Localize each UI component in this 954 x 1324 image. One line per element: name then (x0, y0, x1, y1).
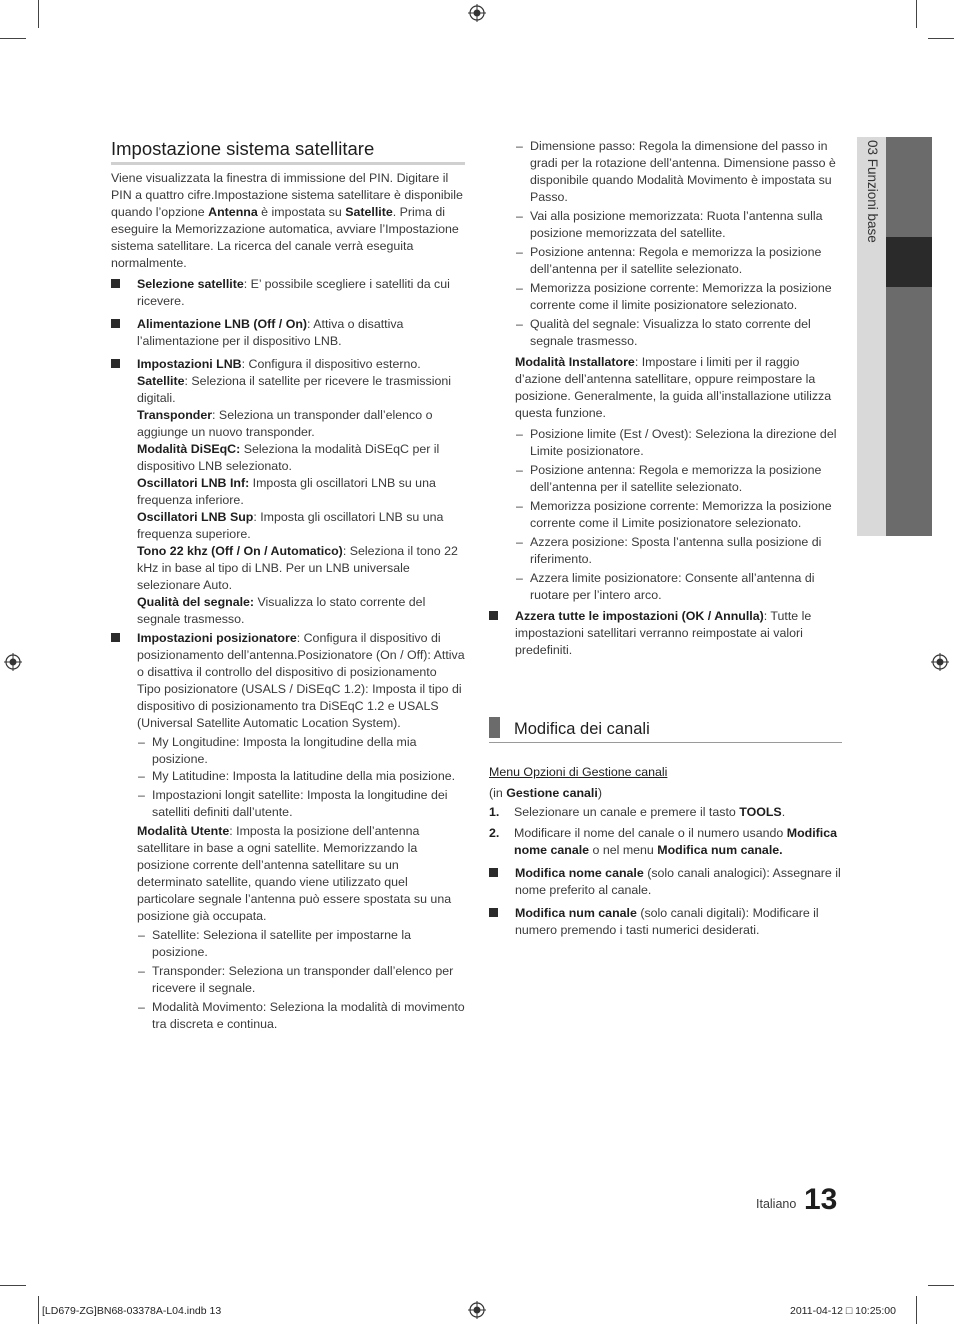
bullet-square-icon (489, 908, 498, 917)
crop-mark (928, 38, 954, 39)
footer-language: Italiano (756, 1197, 797, 1211)
dash-item: – Posizione antenna: Regola e memorizza la posizione dell’antenna per il satellite selezionato. (516, 245, 822, 276)
list-item-impostazioni-posizionatore: Impostazioni posizionatore: Configura il dispositivo di posizionamento dell’antenna.Posizionatore (On / Off): Attiva o disattiva il controllo del dispositivo di posizionamento Tipo posizionatore (USALS / DiSEqC 1.2): Imposta il tipo di dispositivo di posizionamento tra DiSEqC 1.2 e USALS (Universal Satellite Automatic Location System). (111, 630, 465, 732)
print-slug-file: [LD679-ZG]BN68-03378A-L04.indb 13 (42, 1305, 222, 1317)
left-content (111, 170, 465, 1033)
bullet-square-icon (111, 279, 120, 288)
crop-mark (928, 1285, 954, 1286)
dash-item: – Memorizza posizione corrente: Memorizza la posizione corrente come il limite posizionatore selezionato. (516, 281, 832, 312)
dash-item: – Satellite: Seleziona il satellite per impostarne la posizione. (138, 928, 411, 959)
list-item-azzera-impostazioni: Azzera tutte le impostazioni (OK / Annulla): Tutte le impostazioni satellitari verranno reimpostate ai valori predefiniti. (489, 608, 842, 659)
menu-path: (in Gestione canali) (489, 786, 602, 800)
modalita-utente-paragraph: Modalità Utente: Imposta la posizione dell’antenna satellitare in base a ogni satellite. Memorizzando la posizione corrente dell’antenna satellitare su un determinato satellite, quando viene utilizzato quel particolare segnale l’antenna può essere spostata su una posizione già occupata. (137, 824, 452, 923)
modalita-installatore-paragraph: Modalità Installatore: Impostare i limiti per il raggio d’azione dell’antenna satellitare, oppure reimpostare la posizione. Generalmente, la guida all’installazione utilizza questa funzione. (515, 355, 832, 420)
list-item-alimentazione-lnb: Alimentazione LNB (Off / On): Attiva o disattiva l’alimentazione per il dispositivo LNB. (111, 316, 465, 350)
registration-mark-icon (468, 4, 486, 22)
dash-item: – Modalità Movimento: Seleziona la modalità di movimento tra discreta e continua. (138, 1000, 465, 1031)
list-item-selezione-satellite: Selezione satellite: E’ possibile scegliere i satelliti da cui ricevere. (111, 276, 465, 310)
print-slug-date: 2011-04-12 □ 10:25:00 (790, 1305, 896, 1317)
dash-item: – Posizione limite (Est / Ovest): Seleziona la direzione del Limite posizionatore. (516, 427, 837, 458)
bullet-square-icon (111, 319, 120, 328)
dash-item: – Memorizza posizione corrente: Memorizza la posizione corrente come il Limite posizionatore selezionato. (516, 499, 832, 530)
bullet-square-icon (489, 611, 498, 620)
crop-mark (0, 38, 26, 39)
bullet-square-icon (111, 359, 120, 368)
section-title: Impostazione sistema satellitare (111, 138, 465, 165)
dash-item: – My Latitudine: Imposta la latitudine della mia posizione. (138, 769, 456, 783)
chapter-tab-strip (886, 137, 932, 536)
step-2: 2. Modificare il nome del canale o il numero usando Modifica nome canale o nel menu Modifica num canale. (489, 826, 838, 857)
crop-mark (38, 0, 39, 28)
bullet-square-icon (489, 868, 498, 877)
registration-mark-icon (4, 653, 22, 671)
registration-mark-icon (931, 653, 949, 671)
chapter-tab-marker (886, 237, 932, 287)
crop-mark (916, 1296, 917, 1324)
crop-mark (38, 1296, 39, 1324)
bullet-square-icon (111, 633, 120, 642)
section-bar-icon (489, 717, 500, 738)
registration-mark-icon (468, 1301, 486, 1319)
dash-item: – Transponder: Seleziona un transponder dall’elenco per ricevere il segnale. (138, 964, 454, 995)
intro-paragraph: Viene visualizzata la finestra di immissione del PIN. Digitare il PIN a quattro cifre.Impostazione sistema satellitare è disponibile quando l’opzione Antenna è impostata su Satellite. Prima di eseguire la Memorizzazione automatica, avviare l’Impostazione sistema satellitare. La ricerca del canale verrà eseguita normalmente. (111, 171, 463, 270)
section-title-modifica-canali: Modifica dei canali (489, 717, 842, 743)
crop-mark (0, 1285, 26, 1286)
dash-item: – Qualità del segnale: Visualizza lo stato corrente del segnale trasmesso. (516, 317, 811, 348)
step-1: 1. Selezionare un canale e premere il tasto TOOLS. (489, 805, 786, 819)
dash-item: – Dimensione passo: Regola la dimensione del passo in gradi per la rotazione dell’antenna. Dimensione passo è disponibile quando Modalità Movimento è impostata su Passo. (516, 139, 836, 204)
dash-item: – Azzera limite posizionatore: Consente all’antenna di ruotare per l’intero arco. (516, 571, 815, 602)
dash-item: – Azzera posizione: Sposta l’antenna sulla posizione di riferimento. (516, 535, 822, 566)
list-item-modifica-nome-canale: Modifica nome canale (solo canali analogici): Assegnare il nome preferito al canale. (489, 865, 842, 899)
dash-item: – Vai alla posizione memorizzata: Ruota l’antenna sulla posizione memorizzata del satellite. (516, 209, 823, 240)
chapter-tab-label: 03 Funzioni base (865, 140, 880, 243)
dash-item: – Impostazioni longit satellite: Imposta la longitudine dei satelliti definiti dall’utente. (138, 788, 448, 819)
dash-item: – Posizione antenna: Regola e memorizza la posizione dell’antenna per il satellite selezionato. (516, 463, 822, 494)
list-item-modifica-num-canale: Modifica num canale (solo canali digitali): Modificare il numero premendo i tasti numerici desiderati. (489, 905, 842, 939)
right-content-bottom (489, 764, 842, 939)
dash-item: – My Longitudine: Imposta la longitudine della mia posizione. (138, 735, 417, 766)
crop-mark (916, 0, 917, 28)
right-content-top (489, 138, 842, 659)
page-number: 13 (804, 1183, 838, 1216)
list-item-impostazioni-lnb: Impostazioni LNB: Configura il dispositivo esterno. Satellite: Seleziona il satellite per ricevere le trasmissioni digitali. Transponder: Seleziona un transponder dall’elenco o aggiunge un nuovo transponder. Modalità DiSEqC: Seleziona la modalità DiSEqC per il dispositivo LNB selezionato. Oscillatori LNB Inf: Imposta gli oscillatori LNB su una frequenza inferiore. Oscillatori LNB Sup: Imposta gli oscillatori LNB su una frequenza superiore. Tono 22 khz (Off / On / Automatico): Seleziona il tono 22 kHz in base al tipo di LNB. Per un LNB universale selezionare Auto. Qualità del segnale: Visualizza lo stato corrente del segnale trasmesso. (111, 356, 465, 628)
menu-title: Menu Opzioni di Gestione canali (489, 765, 668, 779)
